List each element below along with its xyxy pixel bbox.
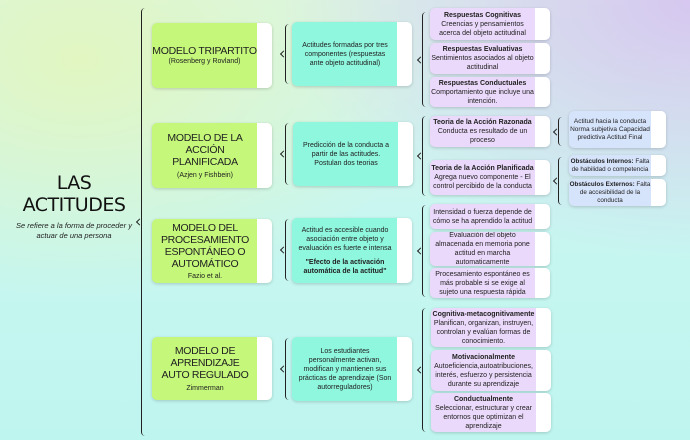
description-text: Los estudiantes personalmente activan, modifican y mantienen sus prácticas de aprendizaje (Son autorreguladores) — [298, 347, 392, 391]
model-description — [292, 337, 412, 401]
detail-title: Respuestas Cognitivas — [443, 11, 522, 19]
sub-box — [569, 111, 666, 148]
model-name: MODELO TRIPARTITO — [152, 45, 257, 57]
detail-text: Planifican, organizan, instruyen, controlan y evalúan formas de conocimiento. — [433, 319, 534, 345]
model-author: Fazio et al. — [187, 272, 223, 280]
sub-text: Actitud hacia la conducta Norma subjetiva Capacidad predictiva Actitud Final — [570, 117, 650, 141]
detail-text: Comportamiento que incluye una intención. — [431, 88, 534, 105]
brace — [422, 308, 427, 432]
model-author: (Azjen y Fishbein) — [176, 171, 234, 179]
detail-box — [430, 116, 550, 147]
sub-text: Falta de habilidad o competencia — [571, 157, 650, 173]
sub-box — [569, 179, 666, 206]
detail-text: Autoeficiencia,autoatribuciones, interés, esfuerzo y persistencia durante su aprendizaje — [434, 362, 533, 388]
main-subtitle: Se refiere a la forma de proceder y actuar de una persona — [16, 221, 132, 240]
detail-text: Creencias y pensamientos acerca del objeto actitudinal — [439, 20, 526, 37]
sub-box — [569, 155, 666, 176]
model-description — [292, 22, 412, 86]
main-brace — [141, 8, 147, 436]
detail-text: Intensidad o fuerza depende de cómo se ha aprendido la actitud — [432, 208, 533, 225]
detail-text: Conducta es resultado de un proceso — [437, 128, 528, 144]
detail-box — [431, 350, 551, 391]
detail-box — [430, 77, 550, 107]
detail-title: Respuestas Evaluativas — [442, 46, 523, 53]
sub-title: Obstáculos Internos: — [570, 157, 634, 165]
brace — [422, 205, 427, 297]
detail-box — [430, 8, 550, 40]
description-text: Predicción de la conducta a partir de las actitudes. Postulan dos teorias — [303, 141, 389, 167]
detail-text: Procesamiento espontáneo es más probable si se exige al sujeto una respuesta rápida — [435, 270, 530, 296]
description-text: Actitudes formadas por tres componentes (respuestas ante objeto actitudinal) — [302, 41, 388, 67]
sub-title: Obstáculos Externos: — [569, 180, 635, 188]
brace — [285, 219, 290, 281]
detail-text: Agrega nuevo componente - El control percibido de la conducta — [433, 174, 532, 190]
model-name: MODELO DE APRENDIZAJE AUTO REGULADO — [161, 344, 249, 381]
description-text: Actitud es accesible cuando asociación entre objeto y evaluación es fuerte e intensa — [298, 226, 392, 252]
model-name: MODELO DEL PROCESAMIENTO ESPONTÁNEO O AUTOMÁTICO — [160, 221, 250, 270]
brace — [285, 338, 290, 400]
brace — [558, 157, 563, 205]
model-box-autorregulado — [152, 337, 272, 400]
detail-title: Motivacionalmente — [451, 353, 515, 361]
detail-text: Seleccionar, estructurar y crear entornos que optimizan el aprendizaje — [435, 404, 532, 430]
sub-text: Falta de accesibilidad de la conducta — [579, 180, 651, 204]
brace — [558, 117, 563, 146]
detail-box — [431, 393, 551, 432]
model-name: MODELO DE LA ACCIÓN PLANIFICADA — [167, 131, 243, 168]
model-description — [293, 122, 413, 186]
model-box-accion-planificada — [152, 123, 272, 188]
detail-title: Teoria de la Acción Planificada — [431, 165, 534, 172]
description-quote: "Efecto de la activación automática de la actitud" — [303, 258, 387, 275]
detail-title: Conductualmente — [453, 395, 514, 403]
model-author: (Rosenberg y Rovland) — [168, 58, 241, 65]
model-box-tripartito — [152, 23, 272, 88]
detail-box — [430, 43, 550, 74]
model-author: Zimmerman — [186, 384, 224, 392]
model-description — [292, 218, 412, 283]
detail-box — [430, 160, 550, 195]
detail-box — [430, 232, 550, 266]
brace — [422, 116, 427, 196]
detail-box — [430, 268, 550, 298]
detail-title: Cognitiva-metacognitivamente — [432, 310, 535, 318]
brace — [422, 12, 427, 107]
detail-title: Respuestas Conductuales — [438, 79, 527, 87]
detail-title: Teoria de la Acción Razonada — [433, 119, 532, 126]
detail-box — [430, 204, 550, 229]
detail-box — [431, 308, 551, 347]
brace — [285, 24, 290, 84]
main-title: LAS ACTITUDES — [22, 172, 126, 216]
detail-text: Evaluación del objeto almacenada en memoria pone actitud en marcha automaticamente — [435, 232, 530, 266]
detail-text: Sentimientos asociados al objeto actitudinal — [431, 55, 534, 71]
model-box-procesamiento — [152, 219, 272, 283]
brace — [285, 123, 290, 185]
